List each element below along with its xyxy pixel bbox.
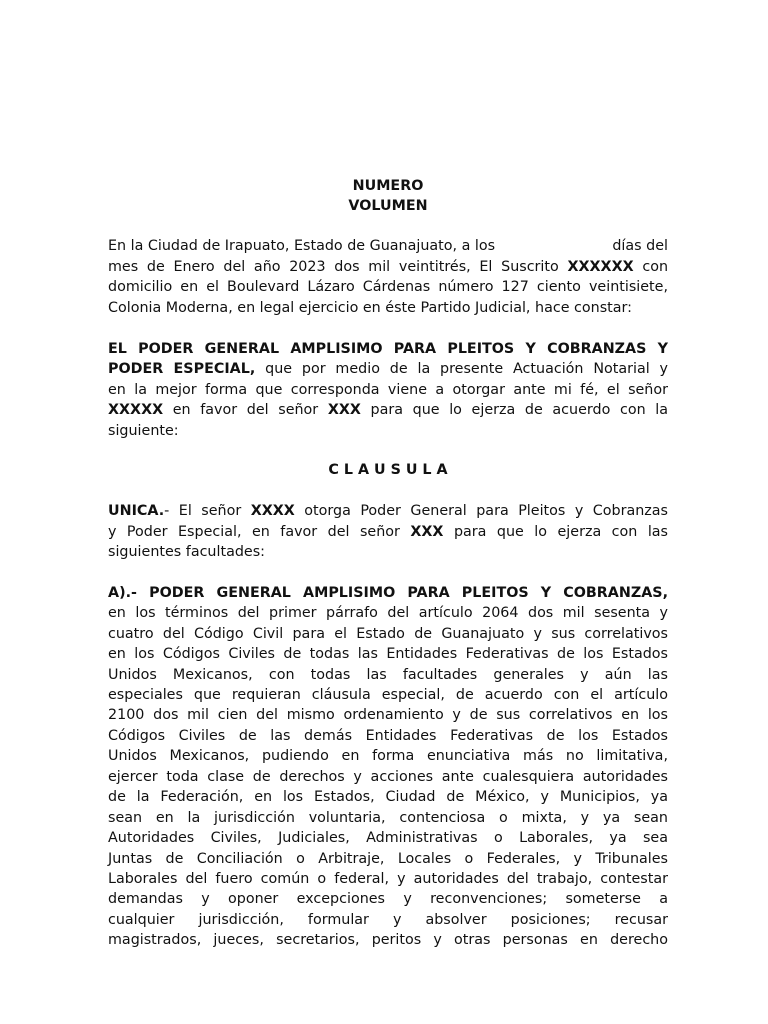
- inciso-a-line: ejercer toda clase de derechos y acciones ante cualesquiera autoridades: [108, 769, 668, 785]
- unica-line-3: siguientes facultades:: [108, 544, 265, 560]
- inciso-a-line: Códigos Civiles de las demás Entidades Federativas de los Estados: [108, 728, 668, 744]
- inciso-a-line: cuatro del Código Civil para el Estado de Guanajuato y sus correlativos: [108, 626, 668, 642]
- poder-line-3: en la mejor forma que corresponda viene a otorgar ante mi fé, el señor: [108, 382, 668, 398]
- intro-line-1-end: días del: [612, 238, 668, 254]
- intro-line-3: domicilio en el Boulevard Lázaro Cárdenas número 127 ciento veintisiete,: [108, 279, 668, 295]
- inciso-a-line: Juntas de Conciliación o Arbitraje, Locales o Federales, y Tribunales: [108, 851, 668, 867]
- inciso-a-line: Unidos Mexicanos, pudiendo en forma enunciativa más no limitativa,: [108, 748, 668, 764]
- heading-numero: NUMERO: [352, 178, 424, 194]
- inciso-a-line: 2100 dos mil cien del mismo ordenamiento y de sus correlativos en los: [108, 707, 668, 723]
- inciso-a-line: Unidos Mexicanos, con todas las facultades generales y aún las: [108, 667, 668, 683]
- inciso-a-heading: A).- PODER GENERAL AMPLISIMO PARA PLEITOS Y COBRANZAS,: [108, 585, 668, 601]
- inciso-a-line: Laborales del fuero común o federal, y autoridades del trabajo, contestar: [108, 871, 668, 887]
- inciso-a-line: de la Federación, en los Estados, Ciudad de México, y Municipios, ya: [108, 789, 668, 805]
- inciso-a-line: magistrados, jueces, secretarios, peritos y otras personas en derecho: [108, 932, 668, 948]
- inciso-a-line: especiales que requieran cláusula especial, de acuerdo con el artículo: [108, 687, 668, 703]
- intro-line-2: mes de Enero del año 2023 dos mil veintitrés, El Suscrito XXXXXX con: [108, 259, 669, 275]
- inciso-a-line: sean en la jurisdicción voluntaria, contenciosa o mixta, y ya sean: [108, 810, 668, 826]
- intro-line-4: Colonia Moderna, en legal ejercicio en éste Partido Judicial, hace constar:: [108, 300, 632, 316]
- heading-volumen: VOLUMEN: [348, 198, 428, 214]
- inciso-a-line: en los Códigos Civiles de todas las Entidades Federativas de los Estados: [108, 646, 668, 662]
- inciso-a-line: demandas y oponer excepciones y reconvenciones; someterse a: [108, 891, 668, 907]
- poder-line-4: XXXXX en favor del señor XXX para que lo ejerza de acuerdo con la: [108, 402, 668, 418]
- poder-line-1: EL PODER GENERAL AMPLISIMO PARA PLEITOS Y COBRANZAS Y: [108, 341, 668, 357]
- poder-line-5: siguiente:: [108, 423, 179, 439]
- intro-line-1: En la Ciudad de Irapuato, Estado de Guanajuato, a los días del: [108, 236, 668, 256]
- inciso-a-line: en los términos del primer párrafo del artículo 2064 dos mil sesenta y: [108, 605, 668, 621]
- inciso-a-line: Autoridades Civiles, Judiciales, Administrativas o Laborales, ya sea: [108, 830, 668, 846]
- poder-line-2: PODER ESPECIAL, que por medio de la presente Actuación Notarial y: [108, 361, 669, 377]
- clausula-title: C L A U S U L A: [328, 462, 448, 478]
- unica-line-2: y Poder Especial, en favor del señor XXX para que lo ejerza con las: [108, 524, 669, 540]
- inciso-a-line: cualquier jurisdicción, formular y absolver posiciones; recusar: [108, 912, 668, 928]
- unica-line-1: UNICA.- El señor XXXX otorga Poder General para Pleitos y Cobranzas: [108, 503, 668, 519]
